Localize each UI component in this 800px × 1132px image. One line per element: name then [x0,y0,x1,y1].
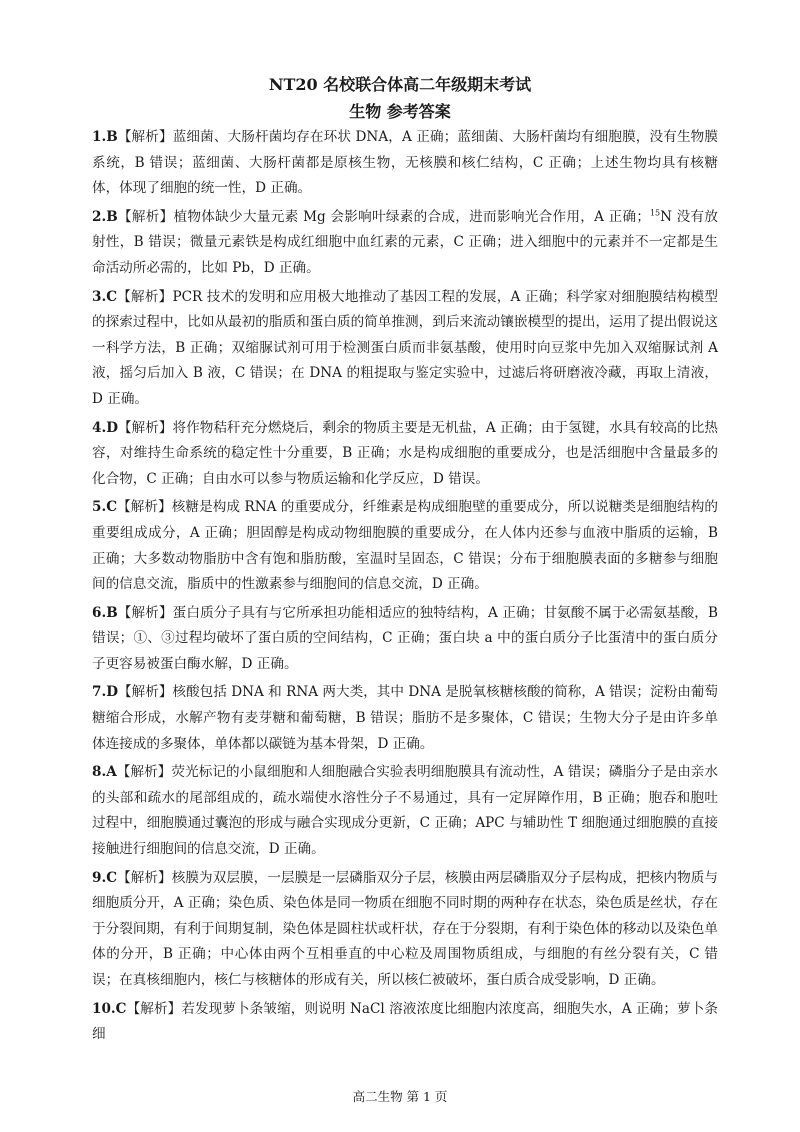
answer-explanation: 【解析】核酸包括 DNA 和 RNA 两大类，其中 DNA 是脱氧核糖核酸的简称，A 错误；淀粉由葡萄糖缩合形成，水解产物有麦芽糖和葡萄糖，B 错误；脂肪不是多聚体，C 错误；生物大分子是由许多单体连接成的多聚体，单体都以碳链为基本骨架，D 正确。 [92,684,718,752]
answer-item-9 [92,866,718,994]
answer-number: 9.C [92,869,118,886]
answer-item-2 [92,205,718,282]
answer-item-7 [92,680,718,757]
answer-item-1 [92,125,718,202]
answer-explanation: 【解析】蓝细菌、大肠杆菌均存在环状 DNA，A 正确；蓝细菌、大肠杆菌均有细胞膜，没有生物膜系统，B 错误；蓝细菌、大肠杆菌都是原核生物，无核膜和核仁结构，C 正确；上述生物均具有核糖体，体现了细胞的统一性，D 正确。 [92,129,718,197]
answer-number: 6.B [92,604,118,621]
answer-explanation-continued: N 没有放射性，B 错误；微量元素铁是构成红细胞中血红素的元素，C 正确；进入细胞中的元素并不一定都是生命活动所必需的，比如 Pb，D 正确。 [92,208,718,276]
exam-title: NT20 名校联合体高二年级期末考试 [268,75,532,94]
answer-list [92,125,718,1051]
answer-explanation: 【解析】将作物秸秆充分燃烧后，剩余的物质主要是无机盐，A 正确；由于氢键，水具有较高的比热容，对维持生命系统的稳定性十分重要，B 正确；水是构成细胞的重要成分，也是活细胞中含量最多的化合物，C 正确；自由水可以参与物质运输和化学反应，D 错误。 [92,419,718,487]
answer-item-10 [92,997,718,1048]
answer-explanation: 【解析】若发现萝卜条皱缩，则说明 NaCl 溶液浓度比细胞内浓度高，细胞失水，A 正确；萝卜条细 [92,1000,718,1043]
answer-explanation: 【解析】核糖是构成 RNA 的重要成分，纤维素是构成细胞壁的重要成分，所以说糖类是细胞结构的重要组成成分，A 正确；胆固醇是构成动物细胞膜的重要成分，在人体内还参与血液中脂质的运输，B 正确；大多数动物脂肪中含有饱和脂肪酸，室温时呈固态，C 错误；分布于细胞膜表面的多糖参与细胞间的信息交流，脂质中的性激素参与细胞间的信息交流，D 正确。 [92,499,718,593]
answer-number: 8.A [92,764,117,781]
answer-key-subtitle: 生物 参考答案 [349,102,451,121]
page-footer: 高二生物 第 1 页 [352,1089,448,1104]
answer-item-8 [92,760,718,862]
answer-number: 4.D [92,419,118,436]
answer-item-3 [92,285,718,413]
answer-item-6 [92,601,718,678]
answer-explanation: 【解析】核膜为双层膜，一层膜是一层磷脂双分子层，核膜由两层磷脂双分子层构成，把核内物质与细胞质分开，A 正确；染色质、染色体是同一物质在细胞不同时期的两种存在状态，染色质是丝状，存在于分裂间期，有利于间期复制，染色体是圆柱状或杆状，存在于分裂期，有利于染色体的移动以及染色单体的分开，B 正确；中心体由两个互相垂直的中心粒及周围物质组成，与细胞的有丝分裂有关，C 错误；在真核细胞内，核仁与核糖体的形成有关，所以核仁被破坏，蛋白质合成受影响，D 正确。 [92,869,718,988]
answer-item-5 [92,495,718,597]
answer-explanation: 【解析】蛋白质分子具有与它所承担功能相适应的独特结构，A 正确；甘氨酸不属于必需氨基酸，B 错误；①、③过程均破坏了蛋白质的空间结构，C 正确；蛋白块 a 中的蛋白质分子比蛋清中的蛋白质分子更容易被蛋白酶水解，D 正确。 [92,604,718,672]
answer-item-4 [92,416,718,493]
answer-explanation: 【解析】PCR 技术的发明和应用极大地推动了基因工程的发展，A 正确；科学家对细胞膜结构模型的探索过程中，比如从最初的脂质和蛋白质的简单推测，到后来流动镶嵌模型的提出，运用了提出假说这一科学方法，B 正确；双缩脲试剂可用于检测蛋白质而非氨基酸，使用时向豆浆中先加入双缩脲试剂 A 液，摇匀后加入 B 液，C 错误；在 DNA 的粗提取与鉴定实验中，过滤后将研磨液冷藏，再取上清液，D 正确。 [92,288,718,407]
isotope-superscript: 15 [649,208,661,218]
answer-number: 7.D [92,684,118,701]
answer-number: 1.B [92,129,118,145]
answer-number: 5.C [92,499,118,516]
answer-explanation: 【解析】荧光标记的小鼠细胞和人细胞融合实验表明细胞膜具有流动性，A 错误；磷脂分子是由亲水的头部和疏水的尾部组成的，疏水端使水溶性分子不易通过，具有一定屏障作用，B 正确；胞吞和胞吐过程中，细胞膜通过囊泡的形成与融合实现成分更新，C 正确；APC 与辅助性 T 细胞通过细胞膜的直接接触进行细胞间的信息交流，D 正确。 [92,764,718,858]
answer-number: 10.C [92,1000,127,1017]
answer-number: 3.C [92,288,118,305]
answer-explanation: 【解析】植物体缺少大量元素 Mg 会影响叶绿素的合成，进而影响光合作用，A 正确； [117,208,650,225]
answer-number: 2.B [92,208,118,225]
